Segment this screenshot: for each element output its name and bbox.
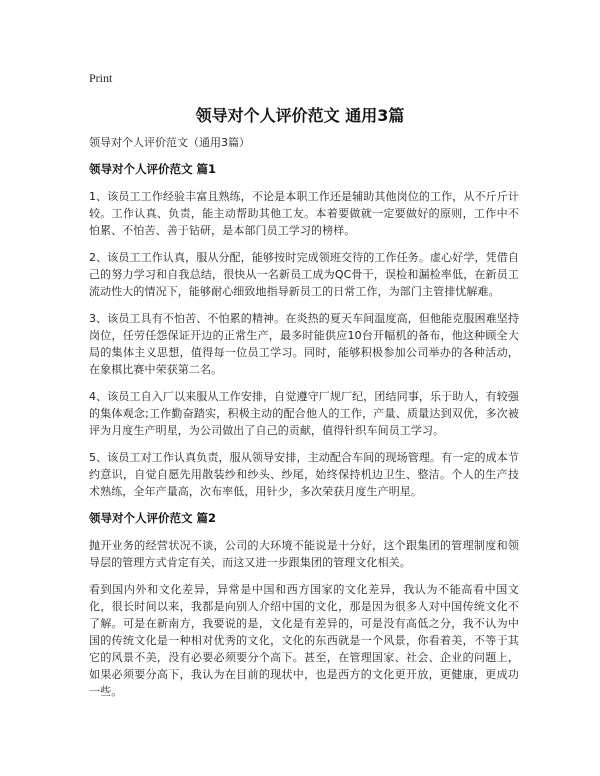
paragraph: 3、该员工具有不怕苦、不怕累的精神。在炎热的夏天车间温度高，但他能克服困难坚持岗位，任劳任怨保证开边的正常生产，最多时能供应10台开幅机的备布，他这种顾全大局的集体主义思想，值得每一位员工学习。同时，能够积极参加公司举办的各种活动，在象棋比赛中荣获第二名。 (89, 312, 519, 376)
paragraph: 4、该员工自入厂以来服从工作安排，自觉遵守厂规厂纪，团结同事，乐于助人，有较强的集体观念;工作勤奋踏实，积极主动的配合他人的工作，产量、质量达到双优，多次被评为月度生产明星，为公司做出了自己的贡献，值得针织车间员工学习。 (89, 390, 519, 437)
paragraph: 2、该员工工作认真，服从分配，能够按时完成领班交待的工作任务。虚心好学，凭借自己的努力学习和自我总结，很快从一名新员工成为QC骨干，误检和漏检率低，在新员工流动性大的情况下，能够耐心细致地指导新员工的日常工作，为部门主管排忧解难。 (89, 251, 519, 298)
document-subtitle: 领导对个人评价范文（通用3篇） (89, 136, 250, 149)
section-heading-1: 领导对个人评价范文 篇1 (89, 162, 217, 176)
print-link[interactable]: Print (89, 71, 113, 85)
paragraph: 看到国内外和文化差异，异常是中国和西方国家的文化差异，我认为不能高看中国文化，很长时间以来，我都是向别人介绍中国的文化，那是因为很多人对中国传统文化不了解。可是在新南方，我要说的是，文化是有差异的，可是没有高低之分，我不认为中国的传统文化是一种相对优秀的文化，文化的东西就是一个风景，你看着美，不等于其它的风景不美，没有必要必须要分个高下。甚至，在管理国家、社会、企业的问题上，如果必须要分高下，我认为在目前的现状中，也是西方的文化更开放，更健康，更成功一些。 (89, 583, 519, 698)
section-heading-2: 领导对个人评价范文 篇2 (89, 511, 217, 525)
paragraph: 5、该员工对工作认真负责，服从领导安排，主动配合车间的现场管理。有一定的成本节约意识，自觉自愿先用散装纱和纱头、纱尾，始终保持机边卫生、整洁。个人的生产技术熟练，全年产量高，次布率低，用针少，多次荣获月度生产明星。 (89, 451, 519, 498)
document-body (89, 134, 519, 710)
paragraph: 1、该员工工作经验丰富且熟练，不论是本职工作还是辅助其他岗位的工作，从不斤斤计较。工作认真、负责，能主动帮助其他工友。本着要做就一定要做好的原则，工作中不怕累、不怕苦、善于钻研，是本部门员工学习的榜样。 (89, 190, 519, 237)
paragraph: 抛开业务的经营状况不谈，公司的大环境不能说是十分好，这个跟集团的管理制度和领导层的管理方式肯定有关，而这又进一步跟集团的管理文化相关。 (89, 539, 519, 569)
page-title: 领导对个人评价范文 通用3篇 (195, 106, 405, 125)
